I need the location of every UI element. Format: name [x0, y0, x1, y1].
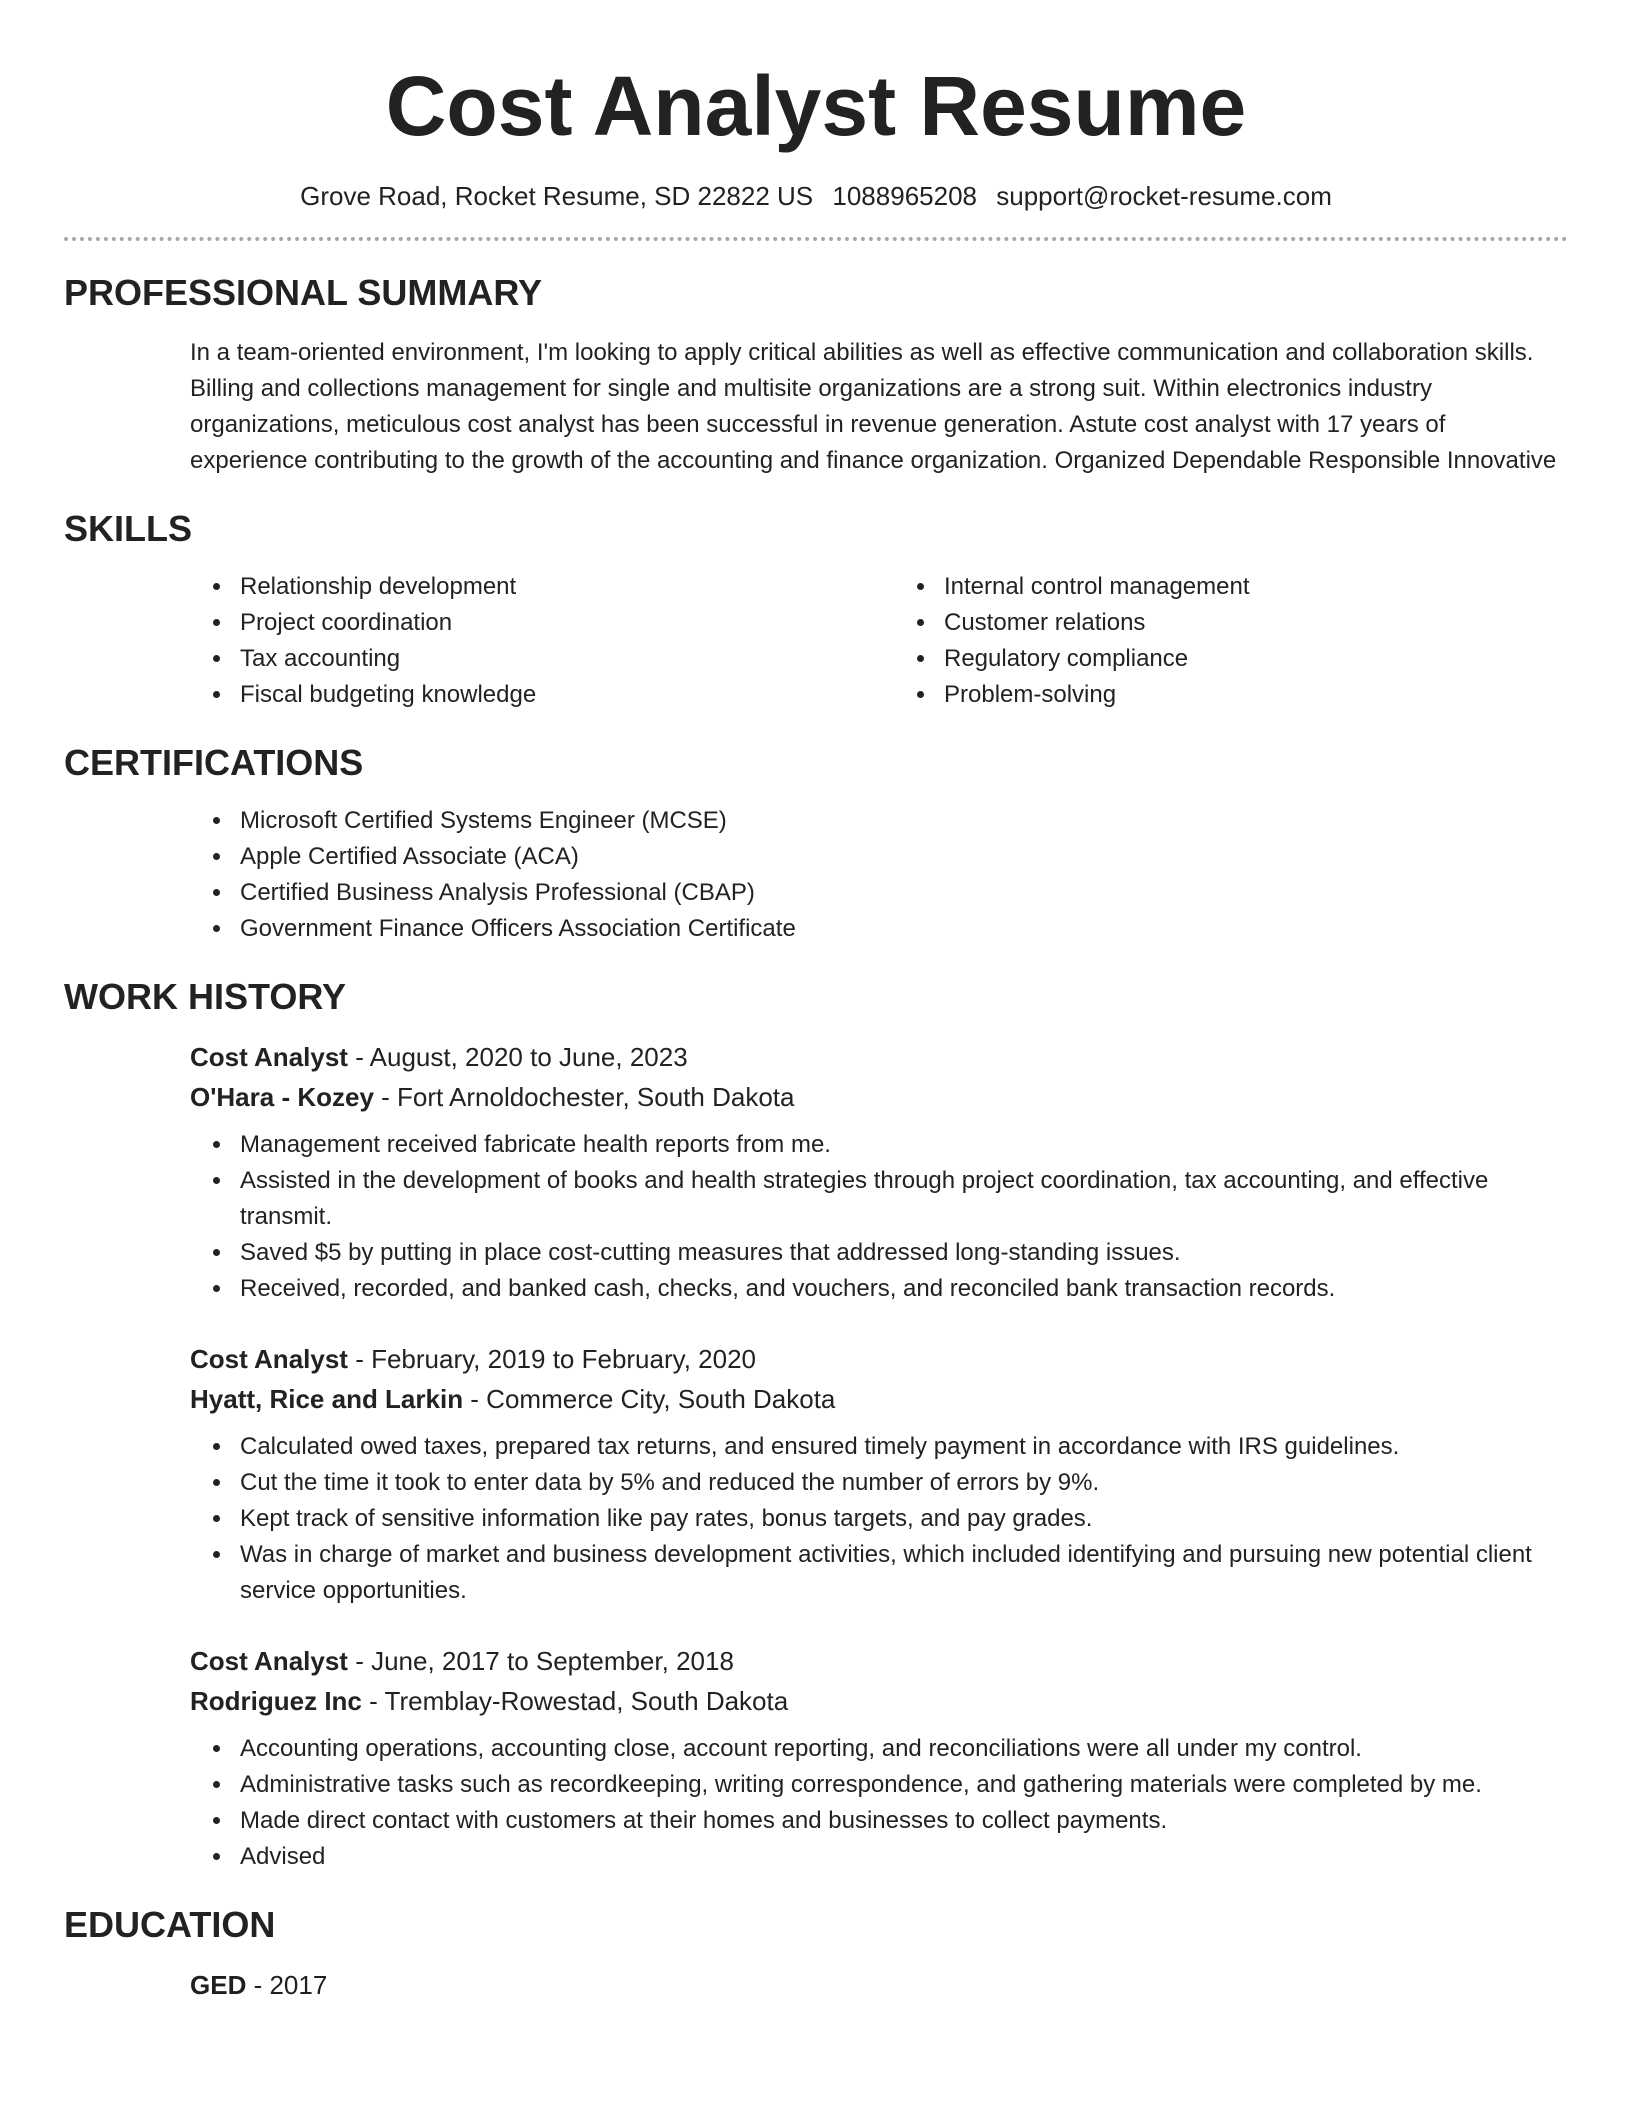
certifications-section: [64, 741, 1568, 947]
job-role: Cost Analyst: [190, 1042, 348, 1072]
job-company-line: [190, 1681, 1568, 1721]
job-title-line: [190, 1339, 1568, 1379]
job-location: - Fort Arnoldochester, South Dakota: [373, 1082, 795, 1112]
job-company: O'Hara - Kozey: [190, 1082, 374, 1112]
job-title-line: [190, 1641, 1568, 1681]
job-location: - Commerce City, South Dakota: [463, 1384, 836, 1414]
job-company: Hyatt, Rice and Larkin: [190, 1384, 464, 1414]
job-bullet: • Advised: [234, 1839, 1568, 1875]
summary-text: In a team-oriented environment, I'm looking to apply critical abilities as well as effective communication and collaboration skills. Billing and collections management for single and multisite organizations are a strong suit. Within electronics industry organizations, meticulous cost analyst has been successful in revenue generation. Astute cost analyst with 17 years of experience contributing to the growth of the accounting and finance organization. Organized Dependable Responsible Innovative: [190, 339, 1557, 474]
job-company-line: [190, 1077, 1568, 1117]
job-bullet: • Was in charge of market and business development activities, which included identifying and pursuing new potential client service opportunities.: [234, 1537, 1568, 1609]
job-company-line: [190, 1379, 1568, 1419]
education-heading: EDUCATION: [64, 1904, 276, 1945]
certification-item: • Government Finance Officers Association Certificate: [234, 911, 1568, 947]
contact-email: support@rocket-resume.com: [996, 181, 1332, 211]
summary-heading: PROFESSIONAL SUMMARY: [64, 272, 543, 313]
job-bullet: • Made direct contact with customers at their homes and businesses to collect payments.: [234, 1803, 1568, 1839]
skill-item: • Project coordination: [234, 605, 914, 641]
job-bullet: • Kept track of sensitive information like pay rates, bonus targets, and pay grades.: [234, 1501, 1568, 1537]
contact-line: [64, 180, 1568, 212]
skill-item: • Customer relations: [938, 605, 1250, 641]
skill-item: • Relationship development: [234, 569, 914, 605]
certification-item: • Apple Certified Associate (ACA): [234, 839, 1568, 875]
job-location: - Tremblay-Rowestad, South Dakota: [361, 1686, 789, 1716]
contact-address: Grove Road, Rocket Resume, SD 22822 US: [300, 181, 814, 211]
work-history-heading: WORK HISTORY: [64, 976, 347, 1017]
education-degree: GED: [190, 1970, 247, 2000]
job-dates: - June, 2017 to September, 2018: [347, 1646, 734, 1676]
skill-item: • Problem-solving: [938, 677, 1250, 713]
summary-section: [64, 271, 1568, 479]
certification-item: • Microsoft Certified Systems Engineer (MCSE): [234, 803, 1568, 839]
education-entry: [64, 1965, 1568, 2005]
job-dates: - February, 2019 to February, 2020: [347, 1344, 756, 1374]
education-section: [64, 1903, 1568, 2005]
skills-section: [64, 507, 1568, 713]
work-history-section: [64, 975, 1568, 1875]
certifications-heading: CERTIFICATIONS: [64, 742, 364, 783]
skills-heading: SKILLS: [64, 508, 193, 549]
education-year: - 2017: [246, 1970, 328, 2000]
resume-title: Cost Analyst Resume: [385, 59, 1247, 153]
skills-left-column: [64, 569, 914, 713]
skill-item: • Regulatory compliance: [938, 641, 1250, 677]
job-bullet: • Management received fabricate health reports from me.: [234, 1127, 1568, 1163]
job-bullet: • Accounting operations, accounting close, account reporting, and reconciliations were all under my control.: [234, 1731, 1568, 1767]
skill-item: • Internal control management: [938, 569, 1250, 605]
job-bullet: • Saved $5 by putting in place cost-cutting measures that addressed long-standing issues.: [234, 1235, 1568, 1271]
job-dates: - August, 2020 to June, 2023: [347, 1042, 688, 1072]
skills-right-column: [914, 569, 1250, 713]
job-bullet: • Administrative tasks such as recordkeeping, writing correspondence, and gathering materials were completed by me.: [234, 1767, 1568, 1803]
skill-item: • Fiscal budgeting knowledge: [234, 677, 914, 713]
job-role: Cost Analyst: [190, 1344, 348, 1374]
job-entry: [64, 1641, 1568, 1875]
job-company: Rodriguez Inc: [190, 1686, 362, 1716]
job-role: Cost Analyst: [190, 1646, 348, 1676]
certification-item: • Certified Business Analysis Professional (CBAP): [234, 875, 1568, 911]
job-entry: [64, 1037, 1568, 1307]
contact-phone: 1088965208: [832, 181, 977, 211]
job-title-line: [190, 1037, 1568, 1077]
skill-item: • Tax accounting: [234, 641, 914, 677]
job-bullet: • Received, recorded, and banked cash, checks, and vouchers, and reconciled bank transaction records.: [234, 1271, 1568, 1307]
job-bullet: • Assisted in the development of books and health strategies through project coordination, tax accounting, and effective transmit.: [234, 1163, 1568, 1235]
job-entry: [64, 1339, 1568, 1609]
header-divider: [64, 237, 1568, 241]
job-bullet: • Cut the time it took to enter data by 5% and reduced the number of errors by 9%.: [234, 1465, 1568, 1501]
skills-columns: [64, 569, 1568, 713]
job-bullet: • Calculated owed taxes, prepared tax returns, and ensured timely payment in accordance with IRS guidelines.: [234, 1429, 1568, 1465]
